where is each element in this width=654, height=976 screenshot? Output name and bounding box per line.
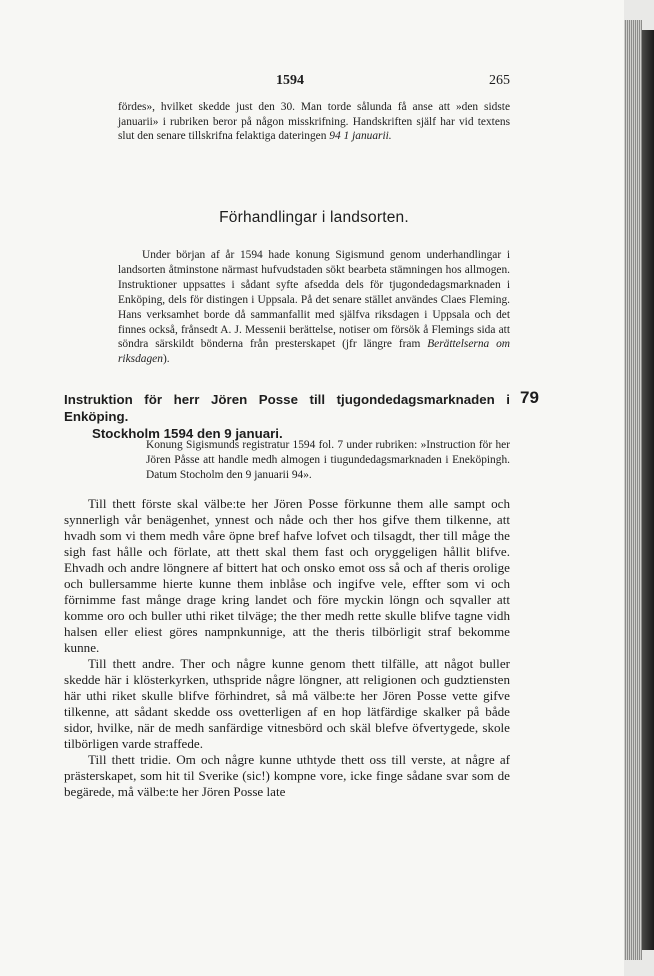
section-text-end: ). [162, 353, 170, 366]
document-title-line-2: Stockholm 1594 den 9 januari. [92, 426, 283, 441]
page-number: 265 [489, 73, 510, 88]
document-title-line-1: Instruktion för herr Jören Posse till tjugondedagsmarknaden i Enköping. [64, 392, 510, 424]
section-title: Förhandlingar i landsorten. [219, 209, 409, 226]
book-page-edges [624, 20, 642, 960]
book-spine-shadow [642, 30, 654, 950]
body-paragraph: Till thett andre. Ther och någre kunne genom thett tilfälle, att något buller skedde här i klösterkyrken, uthspride någre löngner, att religionen och gudztiensten här uthi riket skulle blifve förhindret, så må välbe:te her Jören Posse vette gifve tilkenne, att sådant skedde oss ovetterligen af en hop lätfärdige skalker på både sidor, hvilke, när de medh sanfärdige vitnesbörd och skäl blefve öfvertygede, skole tilbörligen varde straffede. [64, 655, 510, 751]
section-paragraph [118, 248, 510, 367]
document-body [64, 496, 510, 800]
intro-paragraph [118, 100, 510, 144]
intro-text: fördes», hvilket skedde just den 30. Man torde sålunda få anse att »den sidste januarii» i rubriken beror på någon misskrifning. Handskriften själf har vid textens slut den senare tillskrifna felaktiga dateringen [118, 101, 510, 143]
body-paragraph: Till thett tridie. Om och någre kunne uthtyde thett oss till verste, at någre af prästerskapet, som hit til Sverike (sic!) kompne vore, icke finge sådane svar som de begärede, må välbe:te her Jören Posse late [64, 751, 510, 799]
running-header-year: 1594 [276, 73, 304, 88]
document-title [64, 391, 510, 442]
section-italic-ref: Berättelserna om riksdagen [118, 338, 510, 366]
body-paragraph: Till thett förste skal välbe:te her Jören Posse förkunne them alle sampt och synnerligh vår benägenhet, ynnest och nåde och ther hos gifve them tilkenne, att hvadh som vi them medh våre öpne bref hafve lofvet och tilsagdt, ther till måge the sigh fast hålle och förlate, att thett skal them fast och oryggeligen hållit blifve. Ehvadh och andre löngnere af bittert hat och onsko emot oss så och af theris orolige och bullersamme hierte kunne them inblåse och ingifve vele, effter som vi och förnimme fast månge drage kring landet och före myckin löngn och sqvaller att komme oro och buller uthi riket tilväge; the ther medh rette skulle blifve tagne vidh halsen eller eliest göres nampnkunnige, att the theris tilbörligit straf bekomme kunne. [64, 496, 510, 655]
document-number: 79 [520, 388, 539, 407]
intro-italic-date: 94 1 januarii. [329, 130, 392, 143]
source-note: Konung Sigismunds registratur 1594 fol. 7 under rubriken: »Instruction för her Jören Påsse att handle medh almogen i tiugundedagsmarknaden i Eneköpingh. Datum Stocholm den 9 januarii 94». [146, 439, 510, 481]
section-text: Under början af år 1594 hade konung Sigismund genom underhandlingar i landsorten åtminstone närmast hufvudstaden sökt bearbeta stämningen hos allmogen. Instruktioner uppsattes i sådant syfte afsedda dels för tjugondedagsmarknaden i Enköping, dels för distingen i Uppsala. På det senare stället användes Claes Fleming. Hans verksamhet borde då sammanfallit med själfva riksdagen i Uppsala och det finnes också, frånsedt A. J. Messenii berättelse, notiser om försök å Flemings sida att söndra särskildt bönderna från presterskapet (jfr längre fram [118, 249, 510, 351]
